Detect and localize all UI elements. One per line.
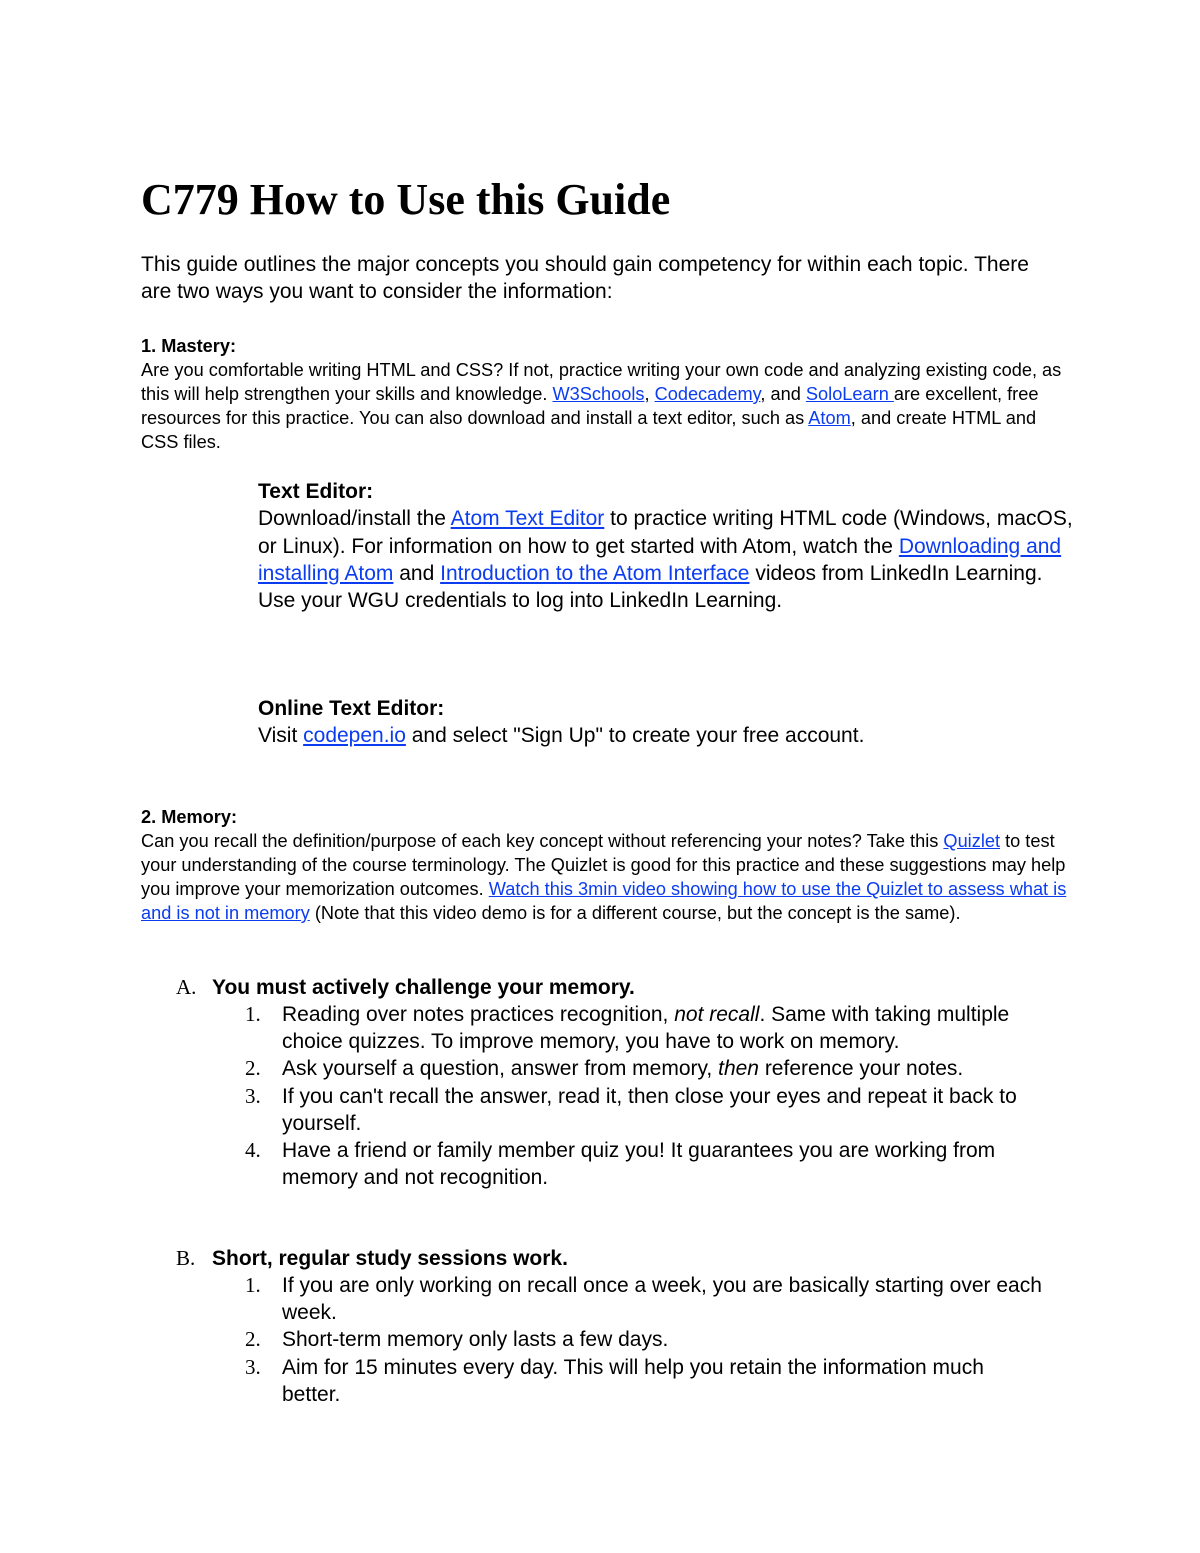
list-item-number: 2. — [245, 1327, 261, 1352]
list-item-text: Aim for 15 minutes every day. This will help you retain the information much better. — [282, 1355, 984, 1406]
mastery-text: Are you comfortable writing HTML and CSS? If not, practice writing your own code and analyzing existing code, as this will help strengthen your skills and knowledge. — [141, 360, 1062, 404]
tip-a-title: You must actively challenge your memory. — [212, 976, 635, 999]
tip-b-list — [245, 1272, 1045, 1408]
mastery-text: , and create HTML and CSS files. — [141, 408, 1037, 452]
memory-section — [141, 805, 1076, 925]
page-title: C779 How to Use this Guide — [141, 175, 671, 224]
list-item-number: 3. — [245, 1354, 261, 1379]
memory-text: (Note that this video demo is for a different course, but the concept is the same). — [309, 903, 961, 923]
memory-text: Can you recall the definition/purpose of each key concept without referencing your notes? Take this — [141, 831, 944, 851]
list-item-text: . Same with taking multiple choice quizzes. To improve memory, you have to work on memory. — [282, 1003, 1010, 1054]
mastery-text: are excellent, free resources for this practice. You can also download and install a text editor, such as — [141, 384, 1039, 428]
list-item-emphasis: not recall — [674, 1003, 760, 1026]
list-item — [245, 1137, 1045, 1191]
list-item-text: If you can't recall the answer, read it, then close your eyes and repeat it back to yourself. — [282, 1084, 1017, 1135]
list-item-number: 1. — [245, 1002, 261, 1026]
atom-text-editor-link[interactable]: Atom Text Editor — [450, 507, 605, 531]
downloading-atom-link[interactable]: Downloading and installing Atom — [258, 534, 1062, 585]
tip-a-list — [245, 1001, 1045, 1191]
list-item-text: Have a friend or family member quiz you! It guarantees you are working from memory and not recognition. — [282, 1139, 996, 1190]
text-editor-heading: Text Editor: — [258, 480, 374, 503]
tip-b-letter: B. — [176, 1246, 196, 1270]
list-item-emphasis: then — [718, 1057, 759, 1081]
tip-b-title: Short, regular study sessions work. — [212, 1247, 568, 1270]
list-item-text: Ask yourself a question, answer from memory, — [282, 1057, 719, 1081]
list-item — [245, 1272, 1045, 1326]
text-editor-text: to practice writing HTML code (Windows, macOS, or Linux). For information on how to get started with Atom, watch the — [258, 507, 1073, 558]
list-item — [245, 1326, 1045, 1353]
list-item-number: 1. — [245, 1273, 261, 1297]
list-item — [245, 1083, 1045, 1137]
online-editor-text: and select "Sign Up" to create your free account. — [405, 724, 865, 748]
text-editor-block — [258, 478, 1078, 614]
text-editor-text: videos from LinkedIn Learning. Use your WGU credentials to log into LinkedIn Learning. — [258, 561, 1043, 613]
memory-heading: 2. Memory: — [141, 807, 238, 827]
atom-interface-link[interactable]: Introduction to the Atom Interface — [440, 561, 750, 585]
mastery-heading: 1. Mastery: — [141, 336, 237, 356]
online-editor-text: Visit — [258, 724, 304, 748]
atom-link[interactable]: Atom — [808, 408, 851, 428]
codecademy-link[interactable]: Codecademy — [654, 384, 761, 404]
list-item-number: 4. — [245, 1138, 261, 1163]
memory-text: to test your understanding of the course terminology. The Quizlet is good for this practice and these suggestions may help you improve your memorization outcomes. — [141, 831, 1066, 899]
list-item — [245, 1354, 1045, 1408]
quizlet-link[interactable]: Quizlet — [943, 831, 1001, 851]
list-item-number: 2. — [245, 1056, 261, 1081]
mastery-text: , and — [760, 384, 806, 404]
text-editor-text: Download/install the — [258, 507, 451, 531]
tip-a-heading — [176, 974, 1076, 1001]
codepen-link[interactable]: codepen.io — [303, 724, 406, 748]
tip-a-letter: A. — [176, 975, 197, 999]
list-item-text: Short-term memory only lasts a few days. — [282, 1328, 669, 1352]
sololearn-link[interactable]: SoloLearn — [805, 384, 894, 404]
quizlet-video-link[interactable]: Watch this 3min video showing how to use the Quizlet to assess what is and is not in memory — [141, 879, 1067, 923]
online-editor-heading: Online Text Editor: — [258, 697, 445, 720]
list-item — [245, 1001, 1045, 1055]
list-item-text: reference your notes. — [758, 1057, 964, 1081]
list-item-text: Reading over notes practices recognition, — [282, 1003, 675, 1026]
mastery-text: , — [644, 384, 655, 404]
text-editor-text: and — [393, 561, 441, 585]
online-editor-block — [258, 695, 1078, 750]
list-item — [245, 1055, 1045, 1082]
mastery-section — [141, 334, 1076, 454]
w3schools-link[interactable]: W3Schools — [552, 384, 645, 404]
intro-paragraph: This guide outlines the major concepts you should gain competency for within each topic. There are two ways you want to consider the information: — [141, 253, 1029, 303]
list-item-text: If you are only working on recall once a week, you are basically starting over each week. — [282, 1274, 1042, 1325]
tip-b-heading — [176, 1245, 1076, 1272]
list-item-number: 3. — [245, 1083, 261, 1108]
